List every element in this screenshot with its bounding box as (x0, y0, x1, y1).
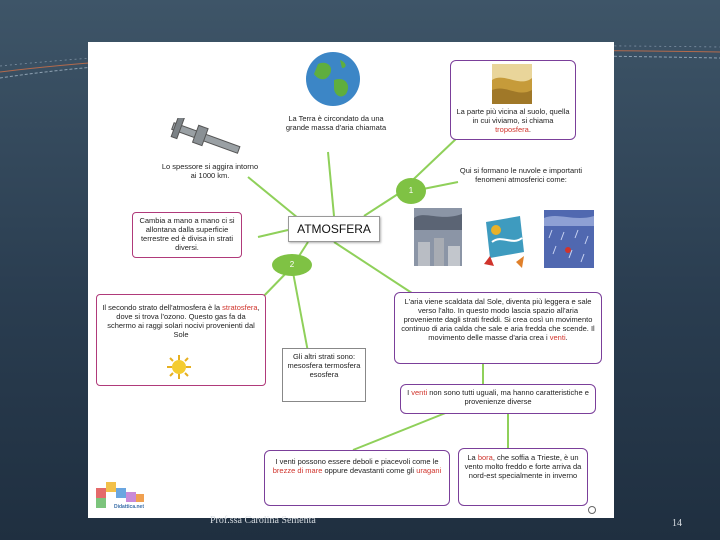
bora-text: La (467, 453, 478, 462)
earth-icon (304, 50, 362, 108)
stratosphere-term: stratosfera (222, 303, 258, 312)
logo-text: Didattica.net (114, 504, 145, 510)
stratosphere-text-end: , dove si trova l'ozono. Questo gas fa da schermo ai raggi solari nocivi provenienti dal Sole (107, 303, 260, 339)
storm-town-icon (414, 208, 462, 266)
diagram-title: ATMOSFERA (288, 216, 380, 242)
hurricane-term: uragani (416, 466, 442, 475)
field-landscape-icon (492, 64, 532, 104)
stratosphere-text: Il secondo strato dell'atmosfera è la (102, 303, 223, 312)
winds-text-end: non sono tutti uguali, ma hanno caratteristiche e provenienze diverse (427, 388, 589, 406)
branch-1-marker: 1 (396, 178, 426, 204)
earth-text: La Terra è circondato da una grande massa d'aria chiamata (285, 114, 387, 132)
weak-winds-box (264, 450, 450, 506)
winds-box (400, 384, 596, 414)
upper-layers-box: Gli altri strati sono: mesosfera termosfera esosfera (282, 348, 366, 402)
winds-text: I (407, 388, 412, 397)
clouds-text: Qui si formano le nuvole e importanti fenomeni atmosferici come: (459, 166, 583, 184)
weak-winds-text: I venti possono essere deboli e piacevoli come le (275, 457, 439, 466)
footer-author: Prof.ssa Carolina Sementa (210, 515, 316, 526)
layers-box: Cambia a mano a mano ci si allontana dalla superficie terrestre ed è divisa in strati diversi. (132, 212, 242, 258)
didattica-logo (94, 478, 166, 512)
corner-mark (588, 506, 596, 514)
sea-breeze-term: brezze di mare (272, 466, 323, 475)
caliper-icon (164, 118, 244, 162)
bora-text-end: , che soffia a Trieste, è un vento molto freddo e forte arriva da nord-est specialmente in inverno (464, 453, 582, 480)
rain-icon (544, 210, 594, 268)
troposphere-text-end: . (528, 125, 531, 134)
bora-term: bora (477, 453, 493, 462)
weak-winds-text-2: oppure devastanti come gli (322, 466, 417, 475)
heat-term: venti (549, 333, 566, 342)
bora-box (458, 448, 588, 506)
troposphere-term: troposfera (495, 125, 529, 134)
troposphere-text: La parte più vicina al suolo, quella in cui viviamo, si chiama (456, 107, 570, 125)
heat-movement-box (394, 292, 602, 364)
winds-term: venti (411, 388, 428, 397)
heat-text-end: . (565, 333, 568, 342)
thickness-text: Lo spessore si aggira intorno ai 1000 km. (161, 162, 259, 180)
diagram-panel (88, 42, 614, 518)
branch-2-marker: 2 (272, 254, 312, 276)
heat-text: L'aria viene scaldata dal Sole, diventa più leggera e sale verso l'alto. In questo modo lascia spazio all'aria proveniente dagli strati freddi. Si crea così un movimento continuo di aria calda che sale e aria fredda che scende. Il movimento delle masse d'aria crea i (401, 297, 595, 342)
sun-icon (166, 354, 192, 380)
page-number: 14 (672, 518, 682, 529)
wind-leaves-icon (480, 212, 532, 274)
